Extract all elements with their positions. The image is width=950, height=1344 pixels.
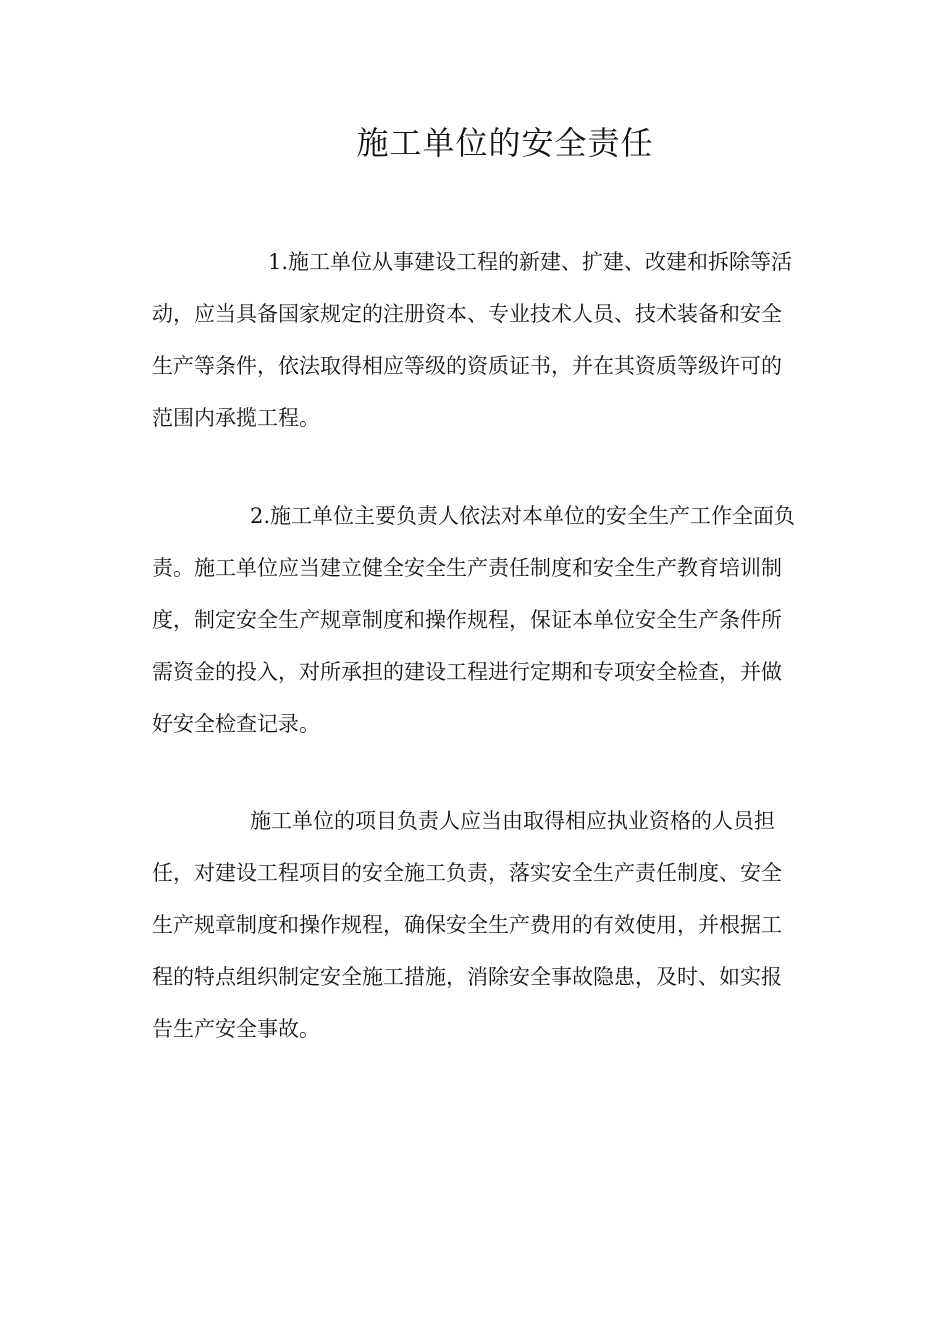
paragraph-3: 施工单位的项目负责人应当由取得相应执业资格的人员担任，对建设工程项目的安全施工负责，落实安全生产责任制度、安全生产规章制度和操作规程，确保安全生产费用的有效使用，并根据工程的特点组织制定安全施工措施，消除安全事故隐患，及时、如实报告生产安全事故。 — [152, 809, 782, 1041]
paragraph-2: 2.施工单位主要负责人依法对本单位的安全生产工作全面负责。施工单位应当建立健全安全生产责任制度和安全生产教育培训制度，制定安全生产规章制度和操作规程，保证本单位安全生产条件所需资金的投入，对所承担的建设工程进行定期和专项安全检查，并做好安全检查记录。 — [152, 504, 796, 736]
document-title: 施工单位的安全责任 — [356, 124, 654, 162]
paragraph-1: 1.施工单位从事建设工程的新建、扩建、改建和拆除等活动，应当具备国家规定的注册资本、专业技术人员、技术装备和安全生产等条件，依法取得相应等级的资质证书，并在其资质等级许可的范围内承揽工程。 — [152, 250, 793, 430]
